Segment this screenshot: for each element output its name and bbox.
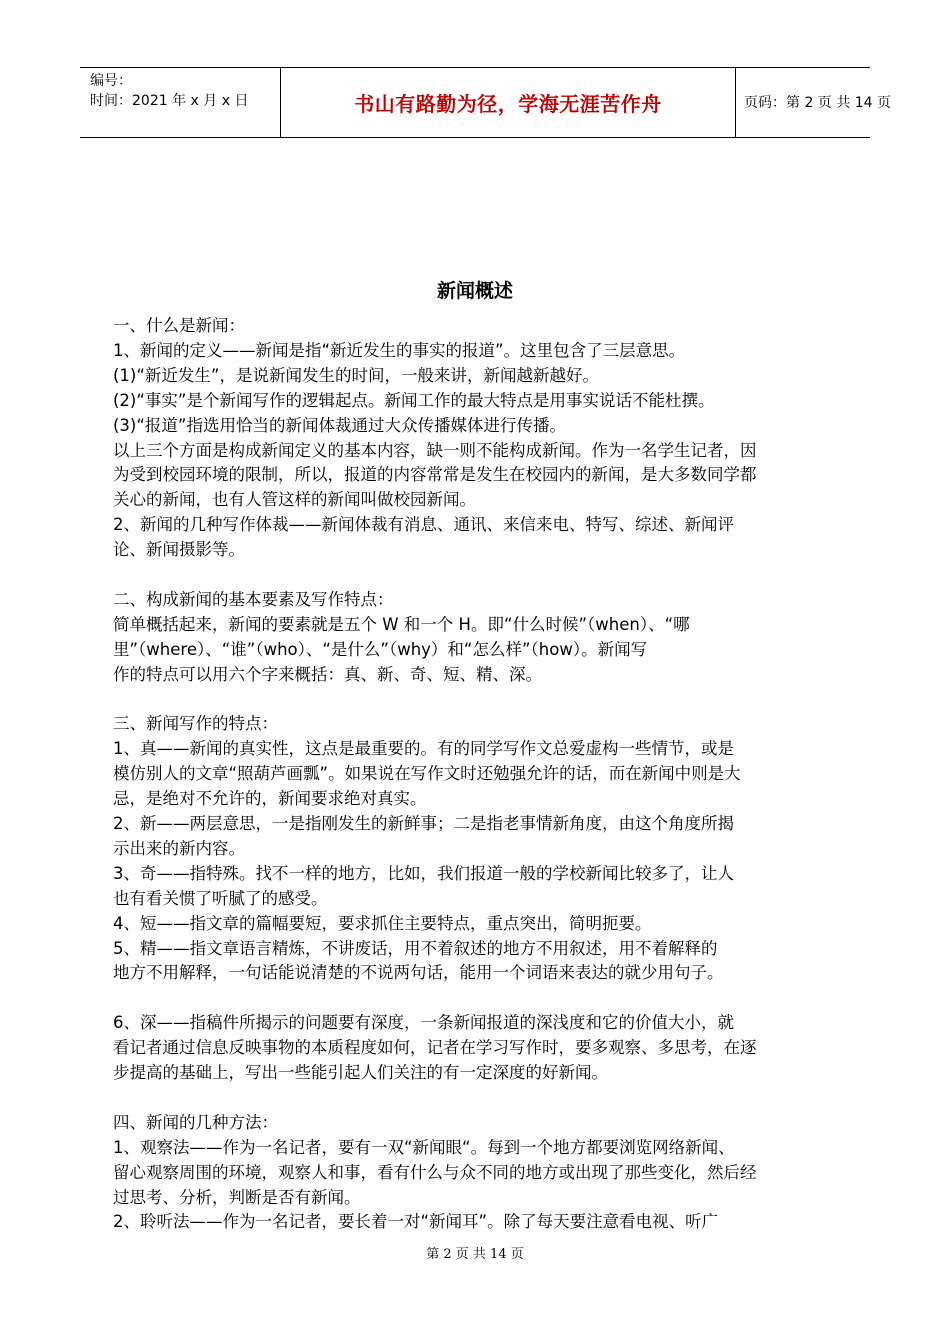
body-text-line: 1、真——新闻的真实性，这点是最重要的。有的同学写作文总爱虚构一些情节，或是 <box>113 739 734 759</box>
body-text-line: 过思考、分析，判断是否有新闻。 <box>113 1187 361 1207</box>
document-number-label: 编号： <box>90 73 132 89</box>
body-text-line: 关心的新闻，也有人管这样的新闻叫做校园新闻。 <box>113 490 476 510</box>
body-text-line: 为受到校园环境的限制，所以，报道的内容常常是发生在校园内的新闻，是大多数同学都 <box>113 465 757 485</box>
body-text-line: 作的特点可以用六个字来概括：真、新、奇、短、精、深。 <box>113 664 542 684</box>
body-text-line: (2)“事实”是个新闻写作的逻辑起点。新闻工作的最大特点是用事实说话不能杜撰。 <box>113 390 715 410</box>
body-text-line: 模仿别人的文章“照葫芦画瓢”。如果说在写作文时还勉强允许的话，而在新闻中则是大 <box>113 764 741 784</box>
header-motto: 书山有路勤为径，学海无涯苦作舟 <box>354 92 662 116</box>
header-motto-cell <box>280 68 736 137</box>
body-text-line: 简单概括起来，新闻的要素就是五个 W 和一个 H。即“什么时候”（when）、“哪 <box>113 614 690 634</box>
body-text-line: 3、奇——指特殊。找不一样的地方，比如，我们报道一般的学校新闻比较多了，让人 <box>113 863 734 883</box>
body-text-line: 6、深——指稿件所揭示的问题要有深度，一条新闻报道的深浅度和它的价值大小，就 <box>113 1013 734 1033</box>
body-text-line: 步提高的基础上，写出一些能引起人们关注的有一定深度的好新闻。 <box>113 1063 608 1082</box>
header-page-code: 页码：第 2 页 共 14 页 <box>744 95 891 111</box>
page-header <box>80 67 891 138</box>
document-date-label: 时间：2021 年 x 月 x 日 <box>90 93 249 109</box>
body-text-line: 1、观察法——作为一名记者，要有一双“新闻眼“。每到一个地方都要浏览网络新闻、 <box>113 1137 735 1157</box>
body-text-line: 4、短——指文章的篇幅要短，要求抓住主要特点，重点突出，简明扼要。 <box>113 913 652 933</box>
body-text-line: 一、什么是新闻： <box>113 316 245 335</box>
body-text-line: 地方不用解释，一句话能说清楚的不说两句话，能用一个词语来表达的就少用句子。 <box>113 963 724 983</box>
body-text-line: 论、新闻摄影等。 <box>113 540 245 560</box>
body-text-line: 忌，是绝对不允许的，新闻要求绝对真实。 <box>113 789 427 809</box>
body-text-line: (3)“报道”指选用恰当的新闻体裁通过大众传播媒体进行传播。 <box>113 415 566 435</box>
body-text-line: 也有看关惯了听腻了的感受。 <box>113 888 328 908</box>
body-text-line: 四、新闻的几种方法： <box>113 1112 278 1132</box>
body-text-line: 5、精——指文章语言精炼，不讲废话，用不着叙述的地方不用叙述，用不着解释的 <box>113 938 718 958</box>
body-text-line: 2、新——两层意思，一是指刚发生的新鲜事；二是指老事情新角度，由这个角度所揭 <box>113 814 734 833</box>
page-footer: 第 2 页 共 14 页 <box>426 1247 524 1262</box>
body-text-line: 三、新闻写作的特点： <box>113 714 278 734</box>
body-text-line: 1、新闻的定义——新闻是指“新近发生的事实的报道”。这里包含了三层意思。 <box>113 340 686 360</box>
body-text-line: 留心观察周围的环境，观察人和事，看有什么与众不同的地方或出现了那些变化，然后经 <box>113 1162 757 1182</box>
document-title: 新闻概述 <box>436 280 513 302</box>
body-text-line: 以上三个方面是构成新闻定义的基本内容，缺一则不能构成新闻。作为一名学生记者，因 <box>113 440 757 460</box>
header-page-cell <box>736 68 891 137</box>
body-text-line: 看记者通过信息反映事物的本质程度如何，记者在学习写作时，要多观察、多思考，在逐 <box>113 1038 757 1058</box>
body-text-line: 2、聆听法——作为一名记者，要长着一对“新闻耳”。除了每天要注意看电视、听广 <box>113 1212 719 1232</box>
body-text-line: 示出来的新内容。 <box>113 838 245 858</box>
body-text-line: 2、新闻的几种写作体裁——新闻体裁有消息、通讯、来信来电、特写、综述、新闻评 <box>113 515 734 535</box>
body-text-line: 二、构成新闻的基本要素及写作特点： <box>113 589 394 609</box>
body-text-line: (1)“新近发生”，是说新闻发生的时间，一般来讲，新闻越新越好。 <box>113 365 599 385</box>
header-info-cell <box>80 68 280 137</box>
body-text-line: 里”（where）、“谁”（who）、“是什么”（why）和“怎么样”（how）。新闻写 <box>113 639 648 659</box>
